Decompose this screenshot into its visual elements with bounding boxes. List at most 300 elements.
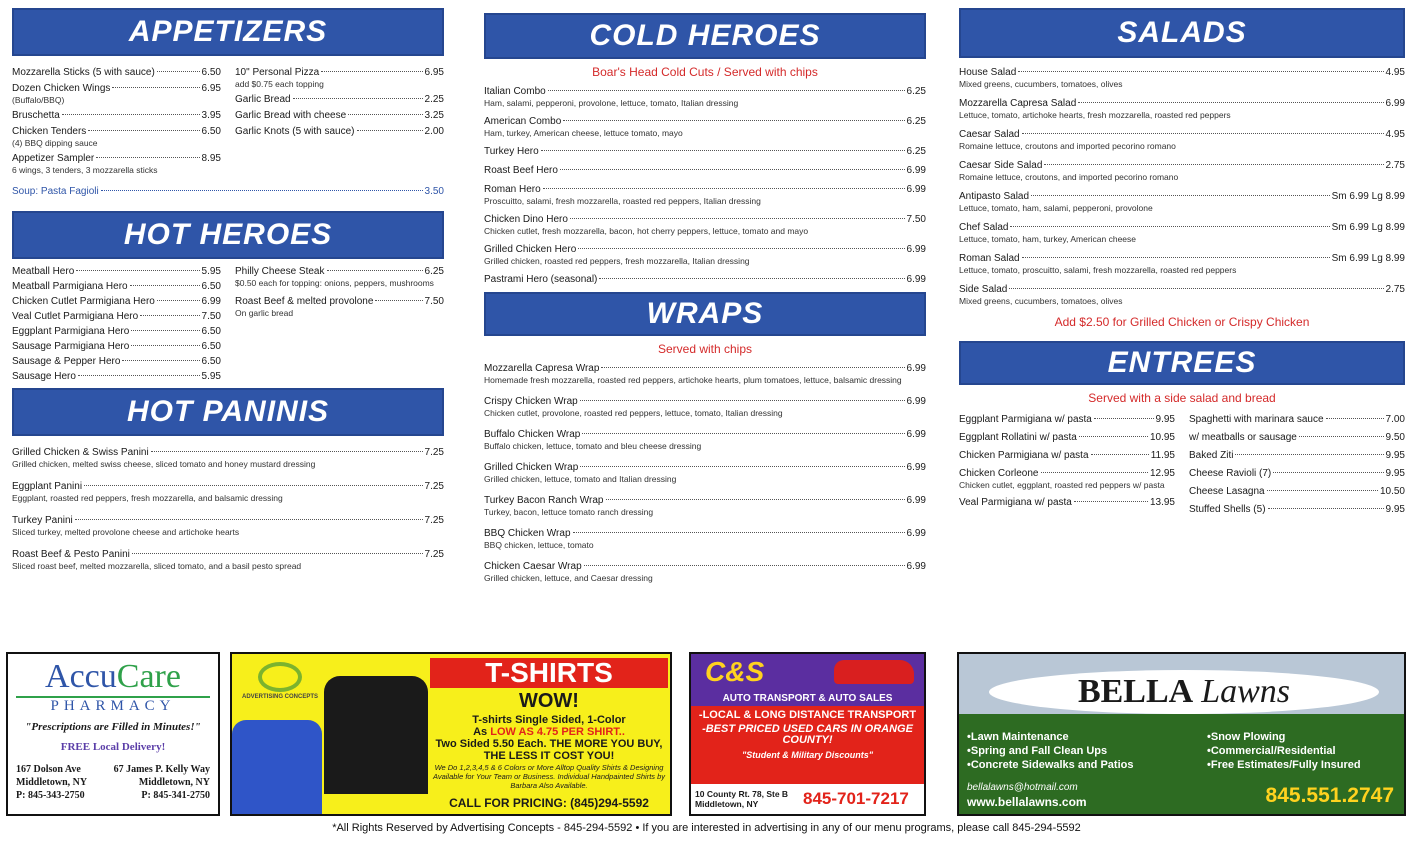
leader-dots [122,360,199,361]
text-line: •Free Estimates/Fully Insured [1207,759,1361,771]
menu-item-row [959,252,1405,265]
menu-item [959,97,1405,121]
menu-item-price: 2.00 [424,126,444,137]
menu-item-row [12,82,221,95]
menu-item-row [484,115,926,128]
hot-heroes-banner: HOT HEROES [12,211,444,259]
menu-item-name: Grilled Chicken & Swiss Panini [12,447,149,458]
text-line: P: 845-343-2750 [16,790,85,801]
menu-item-description: 6 wings, 3 tenders, 3 mozzarella sticks [12,165,158,175]
entrees-list [959,413,1405,521]
menu-item-price: 6.25 [906,116,926,127]
menu-item-price: 13.95 [1149,497,1175,508]
text-line: 167 Dolson Ave [16,764,81,775]
menu-item-name: Turkey Bacon Ranch Wrap [484,495,604,506]
text-line: •Concrete Sidewalks and Patios [967,759,1134,771]
menu-item-description: Romaine lettuce, croutons, and imported pecorino romano [959,172,1179,182]
leader-dots [1044,164,1383,165]
menu-item-price: 7.25 [424,549,444,560]
menu-item-name: Chicken Dino Hero [484,214,568,225]
menu-item-row [959,221,1405,234]
menu-item-price: 7.00 [1385,414,1405,425]
menu-item-name: Sausage Hero [12,371,76,382]
leader-dots [78,375,200,376]
menu-item-name: Garlic Knots (5 with sauce) [235,126,355,137]
text-line: •Lawn Maintenance [967,731,1069,743]
menu-item-row [484,273,926,286]
menu-item-row [959,467,1175,480]
menu-item [959,283,1405,307]
hot-heroes-list [12,265,444,385]
leader-dots [375,300,422,301]
menu-item-price: 2.25 [424,94,444,105]
menu-item [959,467,1175,491]
menu-item [484,494,926,518]
menu-item-name: Grilled Chicken Hero [484,244,577,255]
cs-header: C&S AUTO TRANSPORT & AUTO SALES [691,654,924,706]
leader-dots [578,248,904,249]
menu-item [484,213,926,237]
menu-item [235,109,444,122]
cs-footer: 10 County Rt. 78, Ste B Middletown, NY 845-701-7217 [691,784,924,814]
menu-item-row [484,560,926,573]
menu-item [484,428,926,452]
menu-item-description: Chicken cutlet, eggplant, roasted red peppers w/ pasta [959,480,1165,490]
menu-item-name: Bruschetta [12,110,60,121]
column-right [959,8,1405,521]
leader-dots [88,130,199,131]
menu-item-price: 7.50 [201,311,221,322]
menu-item-name: Antipasto Salad [959,191,1030,202]
leader-dots [601,367,904,368]
leader-dots [584,565,905,566]
menu-item-price: 6.99 [906,561,926,572]
menu-item-price: 7.25 [424,481,444,492]
leader-dots [548,90,905,91]
leader-dots [151,451,423,452]
menu-item [484,164,926,177]
menu-item-name: Roman Hero [484,184,541,195]
leader-dots [76,270,199,271]
menu-item-price: 6.50 [201,67,221,78]
menu-item-name: Grilled Chicken Wrap [484,462,579,473]
menu-item-price: 12.95 [1149,468,1175,479]
menu-item [235,295,444,319]
tshirts-wow: WOW! [519,690,579,712]
menu-item-name: Crispy Chicken Wrap [484,396,578,407]
menu-item-name: Eggplant Rollatini w/ pasta [959,432,1077,443]
menu-item [12,152,221,176]
accucare-locations [16,763,210,802]
menu-item-row [484,243,926,256]
menu-item-row [12,125,221,138]
leader-dots [1094,418,1154,419]
leader-dots [112,87,199,88]
menu-item-row [484,527,926,540]
menu-item-price: 6.99 [906,274,926,285]
menu-item-name: 10" Personal Pizza [235,67,320,78]
menu-item-description: Mixed greens, cucumbers, tomatoes, olives [959,79,1123,89]
menu-item-price: 10.95 [1149,432,1175,443]
menu-item [12,355,221,368]
menu-item-row [12,295,221,308]
leader-dots [563,120,904,121]
menu-item [12,370,221,383]
menu-item-description: Proscuitto, salami, fresh mozzarella, roasted red peppers, Italian dressing [484,196,761,206]
menu-item-row [235,265,444,278]
leader-dots [1041,472,1148,473]
menu-item-row [484,164,926,177]
menu-item-price: 6.99 [1385,98,1405,109]
menu-item [12,125,221,149]
menu-item-price: Sm 6.99 Lg 8.99 [1331,253,1405,264]
menu-item-description: Lettuce, tomato, ham, salami, pepperoni, provolone [959,203,1153,213]
menu-item-row [12,514,444,527]
menu-item-name: Roman Salad [959,253,1020,264]
menu-item [484,243,926,267]
menu-item-name: Philly Cheese Steak [235,266,325,277]
cs-auto-ad[interactable] [689,652,926,816]
menu-item-row [12,355,221,368]
menu-item-price: 9.50 [1385,432,1405,443]
menu-item-name: Chef Salad [959,222,1009,233]
menu-item-price: 11.95 [1150,450,1175,461]
leader-dots [1009,288,1383,289]
wraps-banner: WRAPS [484,292,926,336]
menu-item-price: 2.75 [1385,160,1405,171]
menu-item-price: 4.95 [1385,67,1405,78]
menu-item-description: Buffalo chicken, lettuce, tomato and bleu cheese dressing [484,441,702,451]
leader-dots [606,499,905,500]
menu-item-name: Appetizer Sampler [12,153,95,164]
menu-item [1189,503,1405,516]
menu-item-description: (4) BBQ dipping sauce [12,138,98,148]
menu-item [1189,467,1405,480]
menu-item [12,446,444,470]
menu-item-price: 6.95 [424,67,444,78]
leader-dots [131,330,199,331]
text-line: 67 James P. Kelly Way [113,764,210,775]
menu-item-row [235,125,444,138]
menu-item [12,310,221,323]
menu-item-price: 7.25 [424,515,444,526]
leader-dots [1010,226,1329,227]
menu-item [484,527,926,551]
menu-item-description: $0.50 each for topping: onions, peppers, mushrooms [235,278,434,288]
menu-item-price: 6.50 [201,326,221,337]
entrees-banner: ENTREES [959,341,1405,385]
menu-item-row [484,362,926,375]
menu-item-row [12,280,221,293]
leader-dots [1079,436,1148,437]
menu-item-description: Lettuce, tomato, ham, turkey, American cheese [959,234,1137,244]
leader-dots [357,130,423,131]
menu-item-description: Sliced turkey, melted provolone cheese and artichoke hearts [12,527,240,537]
accucare-tagline: "Prescriptions are Filled in Minutes!" [25,721,201,733]
menu-item-row [12,310,221,323]
menu-item-price: 3.25 [424,110,444,121]
leader-dots [1091,454,1149,455]
menu-item-row [12,370,221,383]
text-line: Middletown, NY [138,777,210,788]
leader-dots [327,270,423,271]
menu-item-name: American Combo [484,116,562,127]
hot-paninis-banner: HOT PANINIS [12,388,444,436]
bella-phone: 845.551.2747 [1265,784,1394,807]
tshirts-call: CALL FOR PRICING: (845)294-5592 [449,796,649,810]
menu-item-name: Roast Beef Hero [484,165,558,176]
leader-dots [1022,257,1330,258]
accucare-ad[interactable] [6,652,220,816]
hot-paninis-list [12,446,444,572]
salads-note: Add $2.50 for Grilled Chicken or Crispy Chicken [1054,315,1310,329]
menu-item-row [12,152,221,165]
menu-item-price: 6.99 [906,165,926,176]
text-line: •Snow Plowing [1207,731,1286,743]
menu-item-name: Mozzarella Capresa Wrap [484,363,600,374]
leader-dots [62,114,200,115]
menu-item-price: 9.95 [1385,468,1405,479]
menu-item-row [959,283,1405,296]
menu-item-name: Turkey Panini [12,515,73,526]
text-line: •Spring and Fall Clean Ups [967,745,1108,757]
menu-item-price: 6.99 [906,244,926,255]
menu-item-row [235,295,444,308]
menu-item-name: Pastrami Hero (seasonal) [484,274,598,285]
menu-item [959,190,1405,214]
menu-item-row [1189,449,1405,462]
menu-item-name: Meatball Parmigiana Hero [12,281,128,292]
car-image [834,660,914,684]
menu-item-name: Mozzarella Capresa Salad [959,98,1077,109]
leader-dots [541,150,905,151]
blue-tshirt-image [232,720,322,814]
menu-item-description: Homemade fresh mozzarella, roasted red peppers, artichoke hearts, plum tomatoes, lettuce, balsamic dressing [484,375,902,385]
menu-item-name: Buffalo Chicken Wrap [484,429,581,440]
accucare-logo: AccuCare [45,658,181,695]
leader-dots [1074,501,1148,502]
menu-item-price: 6.99 [906,184,926,195]
menu-item [959,496,1175,509]
leader-dots [573,532,905,533]
menu-item [484,115,926,139]
menu-item-price: 6.50 [201,341,221,352]
leader-dots [321,71,422,72]
menu-item-price: 6.95 [201,83,221,94]
leader-dots [84,485,422,486]
wraps-list [484,362,926,584]
menu-item-name: Turkey Hero [484,146,539,157]
menu-item-name: Side Salad [959,284,1008,295]
bella-services-right [1207,730,1361,772]
menu-item-price: 2.75 [1385,284,1405,295]
menu-item [12,109,221,122]
menu-item-row [959,413,1175,426]
leader-dots [560,169,905,170]
menu-item [959,449,1175,462]
menu-item [12,295,221,308]
black-tshirt-image [324,676,428,794]
menu-item-price: 5.95 [201,266,221,277]
menu-item-row [1189,431,1405,444]
menu-item-row [959,128,1405,141]
menu-item-name: Meatball Hero [12,266,75,277]
menu-item [12,340,221,353]
menu-item-row [959,159,1405,172]
wraps-subtitle: Served with chips [657,342,753,356]
leader-dots [1326,418,1384,419]
menu-item-name: Italian Combo [484,86,546,97]
menu-item-name: Garlic Bread with cheese [235,110,347,121]
leader-dots [1078,102,1383,103]
menu-item-description: Chicken cutlet, provolone, roasted red peppers, lettuce, tomato, Italian dressing [484,408,783,418]
menu-item-name: Mozzarella Sticks (5 with sauce) [12,67,155,78]
menu-item [235,66,444,90]
column-middle [484,8,926,593]
menu-item-name: Stuffed Shells (5) [1189,504,1266,515]
menu-item-row [12,325,221,338]
menu-item [1189,485,1405,498]
text-line: Middletown, NY [16,777,88,788]
menu-item-price: 10.50 [1379,486,1405,497]
leader-dots [130,285,200,286]
bella-web: www.bellalawns.com [967,795,1087,809]
menu-item-row [959,496,1175,509]
leader-dots [1235,454,1383,455]
menu-item-description: Turkey, bacon, lettuce tomato ranch dressing [484,507,654,517]
advertising-concepts-logo: ADVERTISING CONCEPTS [240,662,320,700]
leader-dots [1267,490,1378,491]
menu-item-name: Eggplant Parmigiana Hero [12,326,130,337]
menu-item-price: 5.95 [201,371,221,382]
menu-item-price: 9.95 [1385,450,1405,461]
menu-item-description: On garlic bread [235,308,294,318]
menu-item-price: 6.99 [906,429,926,440]
menu-item-row [12,548,444,561]
accucare-pharmacy: PHARMACY [16,696,210,715]
menu-item-name: Spaghetti with marinara sauce [1189,414,1324,425]
menu-item-price: 6.25 [906,146,926,157]
menu-item [959,159,1405,183]
menu-item-row [1189,413,1405,426]
menu-item-name: Chicken Tenders [12,126,87,137]
menu-item-row [484,395,926,408]
menu-item-name: Veal Cutlet Parmigiana Hero [12,311,139,322]
menu-item-name: Sausage & Pepper Hero [12,356,121,367]
leader-dots [348,114,422,115]
menu-item [235,265,444,289]
text-line: •Commercial/Residential [1207,745,1336,757]
menu-item [12,82,221,106]
menu-item-name: Roast Beef & melted provolone [235,296,374,307]
menu-item-row [12,265,221,278]
menu-item-row [484,428,926,441]
menu-item [484,145,926,158]
menu-item-description: Grilled chicken, lettuce, tomato and Italian dressing [484,474,677,484]
menu-item-price: 7.50 [424,296,444,307]
menu-item-price: 6.25 [424,266,444,277]
menu-item-name: Eggplant Panini [12,481,83,492]
menu-item-name: Baked Ziti [1189,450,1234,461]
column-left [12,8,444,582]
menu-item-name: Chicken Caesar Wrap [484,561,582,572]
menu-item-description: Lettuce, tomato, artichoke hearts, fresh mozzarella, roasted red peppers [959,110,1231,120]
cs-copy: -LOCAL & LONG DISTANCE TRANSPORT -BEST PRICED USED CARS IN ORANGE COUNTY! "Student & Military Discounts" [698,709,917,760]
cold-heroes-banner: COLD HEROES [484,13,926,59]
menu-item-name: Chicken Cutlet Parmigiana Hero [12,296,155,307]
menu-item [1189,449,1405,462]
menu-item-name: Caesar Salad [959,129,1020,140]
menu-item [959,221,1405,245]
menu-item-description: Romaine lettuce, croutons and imported pecorino romano [959,141,1176,151]
leader-dots [96,157,199,158]
menu-item-description: Grilled chicken, melted swiss cheese, sliced tomato and honey mustard dressing [12,459,316,469]
bella-email: bellalawns@hotmail.com [967,782,1078,793]
menu-item-name: Chicken Corleone [959,468,1039,479]
menu-item [12,514,444,538]
leader-dots [543,188,905,189]
leader-dots [131,345,199,346]
menu-item-description: Grilled chicken, lettuce, and Caesar dressing [484,573,653,583]
menu-item-name: Sausage Parmigiana Hero [12,341,130,352]
menu-item-price: 6.50 [201,126,221,137]
appetizers-banner: APPETIZERS [12,8,444,56]
entrees-subtitle: Served with a side salad and bread [1088,391,1276,405]
menu-item-name: Veal Parmigiana w/ pasta [959,497,1072,508]
text-line: P: 845-341-2750 [141,790,210,801]
menu-item-name: BBQ Chicken Wrap [484,528,571,539]
menu-item-row [1189,503,1405,516]
menu-item [12,265,221,278]
menu-item [484,85,926,109]
menu-item-price: 6.50 [201,356,221,367]
menu-item-description: Grilled chicken, roasted red peppers, fresh mozzarella, Italian dressing [484,256,750,266]
menu-item-row [959,449,1175,462]
menu-item [484,461,926,485]
menu-item [12,66,221,79]
menu-item-price: 6.99 [201,296,221,307]
tshirts-ad[interactable] [230,652,672,816]
menu-item [484,183,926,207]
menu-item-name: Roast Beef & Pesto Panini [12,549,130,560]
bella-lawns-ad[interactable] [957,652,1406,816]
menu-item-row [484,494,926,507]
menu-item-row [484,85,926,98]
menu-item-price: 6.99 [906,396,926,407]
menu-item-price: Sm 6.99 Lg 8.99 [1331,191,1405,202]
cold-heroes-subtitle: Boar's Head Cold Cuts / Served with chips [592,65,818,79]
menu-item-row [1189,467,1405,480]
menu-item-name: Caesar Side Salad [959,160,1043,171]
leader-dots [157,300,200,301]
leader-dots [293,98,423,99]
menu-item-description: add $0.75 each topping [235,79,324,89]
salads-banner: SALADS [959,8,1405,58]
menu-item [1189,431,1405,444]
leader-dots [140,315,199,316]
leader-dots [1273,472,1383,473]
menu-item-row [959,66,1405,79]
menu-item [959,413,1175,426]
appetizers-list [12,66,444,179]
tshirts-headline: T-SHIRTS [430,658,668,688]
menu-item-description: Chicken cutlet, fresh mozzarella, bacon, hot cherry peppers, lettuce, tomato and mayo [484,226,809,236]
menu-item [959,431,1175,444]
menu-item [235,125,444,138]
soup-item: Soup: Pasta Fagioli 3.50 [12,186,444,197]
leader-dots [132,553,423,554]
menu-item-name: Cheese Ravioli (7) [1189,468,1272,479]
